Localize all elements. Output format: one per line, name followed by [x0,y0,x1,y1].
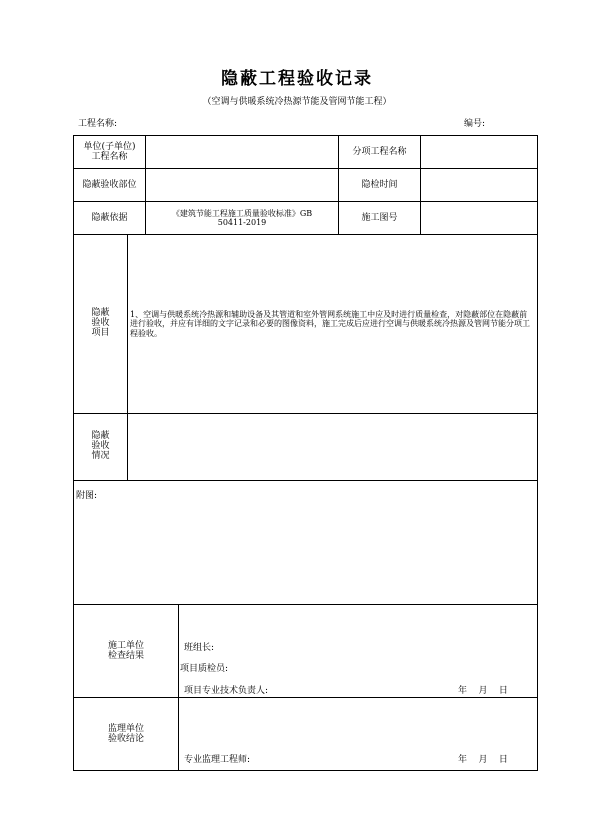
quality-inspector-label: 项目质检员: [180,664,229,674]
supervision-unit-label: 监理单位 验收结论 [107,723,144,744]
supervision-date-label: 年 月 日 [458,755,508,765]
team-leader-label: 班组长: [184,643,215,653]
inspection-status-field[interactable] [128,414,537,480]
project-name-label: 工程名称: [78,119,118,129]
supervising-engineer-label: 专业监理工程师: [184,755,251,765]
inspection-time-label: 隐检时间 [361,179,398,190]
inspection-time-field[interactable] [421,169,537,201]
unit-project-name-label: 单位(子单位) 工程名称 [83,141,136,162]
page-title: 隐蔽工程验收记录 [221,69,373,89]
unit-project-name-field[interactable] [146,136,338,168]
inspection-status-label: 隐蔽 验收 情况 [91,431,110,461]
concealed-location-field[interactable] [146,169,338,201]
number-label: 编号: [464,119,486,129]
drawing-number-label: 施工图号 [361,212,398,223]
attachment-area[interactable] [74,500,537,604]
subproject-name-field[interactable] [421,136,537,168]
basis-value: 《建筑节能工程施工质量验收标准》GB 50411-2019 [171,208,313,227]
basis-label: 隐蔽依据 [91,212,128,223]
page-subtitle: （空调与供暖系统冷热源节能及管网节能工程） [202,97,392,107]
construction-unit-label: 施工单位 检查结果 [107,640,144,661]
construction-date-label: 年 月 日 [458,686,508,696]
inspection-items-label: 隐蔽 验收 项目 [91,308,110,338]
inspection-items-text: 1、空调与供暖系统冷热源和辅助设备及其管道和室外管网系统施工中应及时进行质量检查，对隐蔽部位在隐蔽前进行验收，并应有详细的文字记录和必要的图像资料，施工完成后应进行空调与供暖系统冷热源及管网节能分项工程验收。 [130,309,530,338]
attachment-label: 附图: [76,491,98,501]
subproject-name-label: 分项工程名称 [352,146,407,157]
concealed-location-label: 隐蔽验收部位 [82,179,137,190]
tech-lead-label: 项目专业技术负责人: [184,686,269,696]
drawing-number-field[interactable] [421,202,537,234]
